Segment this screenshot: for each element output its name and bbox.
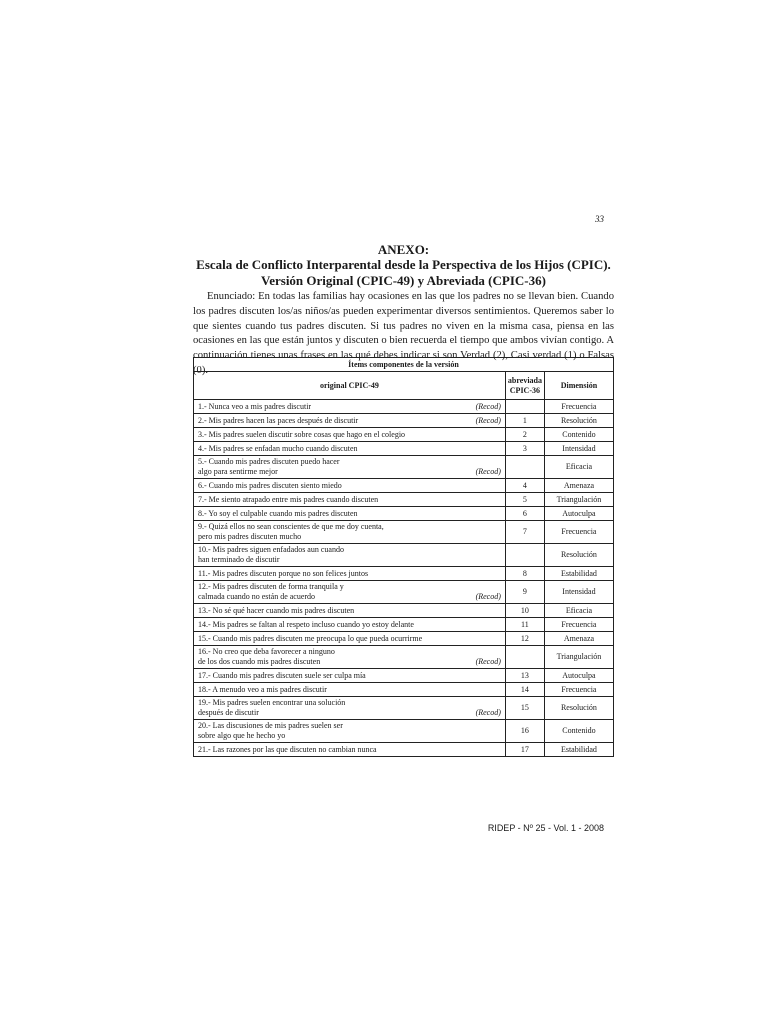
item-text: 15.- Cuando mis padres discuten me preocupa lo que pueda ocurrirme [198, 633, 423, 643]
dimension-cell: Frecuencia [544, 618, 613, 632]
dimension-cell: Autoculpa [544, 669, 613, 683]
item-text: 14.- Mis padres se faltan al respeto incluso cuando yo estoy delante [198, 619, 414, 629]
item-cell [194, 743, 506, 757]
annex-heading: ANEXO: [377, 242, 430, 257]
abreviada-number: 3 [505, 442, 544, 456]
item-cell [194, 544, 506, 567]
table-row [194, 632, 614, 646]
table-body [194, 400, 614, 757]
table-row [194, 646, 614, 669]
item-cell [194, 632, 506, 646]
title-block [193, 242, 614, 289]
abreviada-number [505, 456, 544, 479]
table-row [194, 618, 614, 632]
table-row [194, 442, 614, 456]
table-row [194, 507, 614, 521]
item-text: 3.- Mis padres suelen discutir sobre cosas que hago en el colegio [198, 429, 406, 439]
item-text: 10.- Mis padres siguen enfadados aun cuando han terminado de discutir [198, 545, 344, 564]
abreviada-number: 13 [505, 669, 544, 683]
scale-title: Escala de Conflicto Interparental desde la Perspectiva de los Hijos (CPIC). [196, 257, 611, 272]
item-text: 13.- No sé qué hacer cuando mis padres discuten [198, 605, 355, 615]
table-row [194, 567, 614, 581]
item-cell [194, 521, 506, 544]
table-row [194, 581, 614, 604]
recode-marker: (Recod) [475, 657, 501, 666]
dimension-cell: Eficacia [544, 604, 613, 618]
dimension-cell: Estabilidad [544, 567, 613, 581]
item-text: 20.- Las discusiones de mis padres suelen ser sobre algo que he hecho yo [198, 721, 343, 740]
item-cell [194, 683, 506, 697]
item-cell [194, 456, 506, 479]
table-row [194, 743, 614, 757]
table-row [194, 428, 614, 442]
dimension-cell: Estabilidad [544, 743, 613, 757]
dimension-cell: Frecuencia [544, 400, 613, 414]
item-cell [194, 669, 506, 683]
table-row [194, 414, 614, 428]
dimension-cell: Triangulación [544, 646, 613, 669]
dimension-cell: Resolución [544, 697, 613, 720]
dimension-cell: Frecuencia [544, 683, 613, 697]
table-row [194, 493, 614, 507]
item-cell [194, 414, 506, 428]
table-row [194, 604, 614, 618]
table-row [194, 683, 614, 697]
dimension-cell: Triangulación [544, 493, 613, 507]
recode-marker: (Recod) [475, 467, 501, 476]
abreviada-number: 7 [505, 521, 544, 544]
recode-marker: (Recod) [475, 415, 501, 425]
dimension-cell: Autoculpa [544, 507, 613, 521]
abreviada-number: 1 [505, 414, 544, 428]
header-dimension: Dimensión [544, 372, 613, 400]
header-original: original CPIC-49 [194, 372, 506, 400]
item-cell [194, 646, 506, 669]
item-cell [194, 697, 506, 720]
item-cell [194, 567, 506, 581]
instructions-paragraph: Enunciado: En todas las familias hay ocasiones en las que los padres no se llevan bien. Cuando los padres discuten los/as niños/as pueden experimentar diversos sentimientos. Queremos saber lo que sientes cuando tus padres discuten. Si tus padres no viven en la misma casa, piensa en las ocasiones en las que están juntos y discuten o bien recuerda el tiempo que ambos vivían contigo. A continuación tienes unas frases en las qué debes indicar si son Verdad (2), Casi verdad (1) o Falsas (0). [193, 291, 614, 376]
abreviada-number: 2 [505, 428, 544, 442]
dimension-cell: Amenaza [544, 479, 613, 493]
table-header-top: Ítems componentes de la versión [194, 358, 614, 372]
dimension-cell: Contenido [544, 720, 613, 743]
dimension-cell: Intensidad [544, 442, 613, 456]
table-row [194, 479, 614, 493]
abreviada-number: 15 [505, 697, 544, 720]
item-cell [194, 507, 506, 521]
table-row [194, 669, 614, 683]
item-text: 21.- Las razones por las que discuten no cambian nunca [198, 744, 377, 754]
item-cell [194, 442, 506, 456]
item-text: 19.- Mis padres suelen encontrar una solución después de discutir [198, 698, 346, 717]
abreviada-number: 17 [505, 743, 544, 757]
recode-marker: (Recod) [475, 401, 501, 411]
table-row [194, 400, 614, 414]
page-number: 33 [595, 214, 604, 224]
item-text: 7.- Me siento atrapado entre mis padres cuando discuten [198, 494, 379, 504]
item-text: 9.- Quizá ellos no sean conscientes de que me doy cuenta, pero mis padres discuten mucho [198, 522, 384, 541]
abreviada-number [505, 544, 544, 567]
dimension-cell: Contenido [544, 428, 613, 442]
item-text: 6.- Cuando mis padres discuten siento miedo [198, 480, 342, 490]
table-row [194, 456, 614, 479]
item-text: 4.- Mis padres se enfadan mucho cuando discuten [198, 443, 358, 453]
item-text: 5.- Cuando mis padres discuten puedo hacer algo para sentirme mejor [198, 457, 340, 476]
abreviada-number: 5 [505, 493, 544, 507]
abreviada-number: 12 [505, 632, 544, 646]
item-cell [194, 720, 506, 743]
item-cell [194, 493, 506, 507]
abreviada-number: 9 [505, 581, 544, 604]
abreviada-number [505, 400, 544, 414]
table-row [194, 544, 614, 567]
dimension-cell: Resolución [544, 544, 613, 567]
item-text: 17.- Cuando mis padres discuten suele ser culpa mía [198, 670, 366, 680]
recode-marker: (Recod) [475, 592, 501, 601]
abreviada-number: 4 [505, 479, 544, 493]
item-cell [194, 479, 506, 493]
table-row [194, 697, 614, 720]
item-text: 8.- Yo soy el culpable cuando mis padres discuten [198, 508, 358, 518]
abreviada-number: 16 [505, 720, 544, 743]
abreviada-number: 14 [505, 683, 544, 697]
abreviada-number: 6 [505, 507, 544, 521]
abreviada-number: 11 [505, 618, 544, 632]
dimension-cell: Intensidad [544, 581, 613, 604]
dimension-cell: Frecuencia [544, 521, 613, 544]
item-text: 18.- A menudo veo a mis padres discutir [198, 684, 327, 694]
dimension-cell: Eficacia [544, 456, 613, 479]
abreviada-number: 8 [505, 567, 544, 581]
item-cell [194, 400, 506, 414]
table-row [194, 521, 614, 544]
header-abreviada: abreviada CPIC-36 [505, 372, 544, 400]
dimension-cell: Amenaza [544, 632, 613, 646]
abreviada-number [505, 646, 544, 669]
item-text: 2.- Mis padres hacen las paces después de discutir [198, 415, 359, 425]
abreviada-number: 10 [505, 604, 544, 618]
journal-footer: RIDEP - Nº 25 - Vol. 1 - 2008 [487, 823, 604, 833]
recode-marker: (Recod) [475, 708, 501, 717]
dimension-cell: Resolución [544, 414, 613, 428]
item-text: 16.- No creo que deba favorecer a ninguno de los dos cuando mis padres discuten [198, 647, 335, 666]
item-cell [194, 604, 506, 618]
item-cell [194, 618, 506, 632]
table-row [194, 720, 614, 743]
item-cell [194, 581, 506, 604]
item-text: 11.- Mis padres discuten porque no son felices juntos [198, 568, 369, 578]
items-table [193, 357, 614, 757]
item-text: 12.- Mis padres discuten de forma tranquila y calmada cuando no están de acuerdo [198, 582, 344, 601]
version-subtitle: Versión Original (CPIC-49) y Abreviada (CPIC-36) [261, 273, 546, 288]
item-cell [194, 428, 506, 442]
item-text: 1.- Nunca veo a mis padres discutir [198, 401, 312, 411]
